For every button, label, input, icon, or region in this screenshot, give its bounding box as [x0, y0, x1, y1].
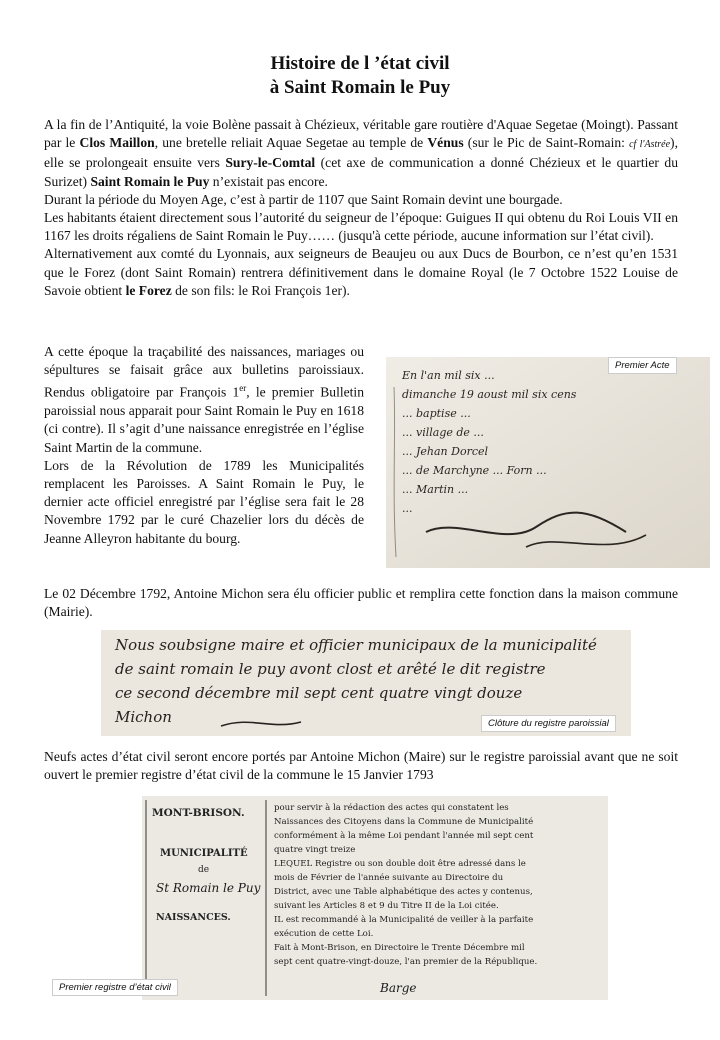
wrap-paragraph-1 — [44, 343, 364, 457]
text-run: ), elle se prolongeait ensuite vers — [44, 135, 678, 171]
register-line: exécution de cette Loi. — [274, 929, 374, 939]
text-run: Alternativement aux comté du Lyonnais, aux seigneurs de Beaujeu ou aux Ducs de Bourbon, ce n’est qu’en 1531 que le Forez (dont Saint Romain) rentrera définitivement dans le domaine Royal (le 7 Octobre 1522 Louise de Savoie obtient — [44, 246, 678, 298]
text-run: (sur le Pic de Saint-Romain: — [463, 135, 630, 151]
register-left-naissances: NAISSANCES. — [156, 912, 231, 923]
title-line-1: Histoire de l ’état civil — [270, 53, 450, 74]
manuscript-line: ... de Marchyne ... Forn ... — [402, 464, 547, 477]
text-small-italic: cf l'Astrée — [629, 139, 671, 151]
title-line-2: à Saint Romain le Puy — [269, 77, 451, 98]
intro-paragraph-2: Durant la période du Moyen Age, c’est à partir de 1107 que Saint Romain devint une bourgade. — [44, 191, 563, 207]
manuscript-first-act-svg — [386, 357, 710, 568]
after-section — [44, 585, 678, 621]
caption-first-register: Premier registre d’état civil — [52, 979, 178, 996]
neuf-paragraph: Neufs actes d’état civil seront encore portés par Antoine Michon (Maire) sur le registre paroissial avant que ne soit ouvert le premier registre d’état civil de la commune le 15 Janvier 1793 — [44, 749, 678, 783]
closure-line: ce second décembre mil sept cent quatre vingt douze — [115, 684, 523, 702]
wrap-paragraph-2: Lors de la Révolution de 1789 les Municipalités remplacent les Paroisses. A Saint Romain le Puy, le dernier acte officiel enregistré par l’église sera fait le 28 Novembre 1792 par le curé Chazelier lors du décès de Jeanne Alleyron habitante du bourg. — [44, 457, 364, 546]
text-run: , le premier Bulletin paroissial nous apparait pour Saint Romain le Puy en 1618 (ci contre). Il s’agit d’une naissance enregistrée en l’église Saint Martin de la commune. — [44, 384, 365, 455]
text-bold: Sury-le-Comtal — [225, 155, 316, 171]
register-line: conformément à la même Loi pendant l'année mil sept cent — [274, 831, 534, 841]
register-line: Fait à Mont-Brison, en Directoire le Trente Décembre mil — [274, 943, 525, 953]
text-bold: Vénus — [427, 135, 464, 151]
register-line: suivant les Articles 8 et 9 du Titre II de la Loi citée. — [274, 901, 499, 911]
caption-closure: Clôture du registre paroissial — [481, 715, 616, 732]
register-line: LEQUEL Registre ou son double doit être adressé dans le — [274, 859, 526, 869]
register-line: pour servir à la rédaction des actes qui constatent les — [274, 803, 509, 813]
register-line: Naissances des Citoyens dans la Commune de Municipalité — [274, 817, 534, 827]
register-left-de: de — [198, 865, 210, 875]
manuscript-line: ... village de ... — [402, 426, 484, 439]
text-bold: Saint Romain le Puy — [90, 173, 210, 189]
text-bold: Clos Maillon — [79, 135, 155, 151]
manuscript-image-first-act — [386, 357, 710, 568]
register-svg — [142, 796, 608, 1000]
wrap-section — [44, 343, 364, 548]
intro-section — [44, 116, 678, 300]
register-left-title: MONT-BRISON. — [152, 807, 245, 819]
text-run: n’existait pas encore. — [209, 173, 328, 189]
register-image — [142, 796, 608, 1000]
neuf-section — [44, 748, 678, 784]
closure-line: Nous soubsigne maire et officier municipaux de la municipalité — [115, 636, 597, 654]
text-run: A la fin de l’Antiquité, la voie Bolène passait à Chézieux, véritable gare routière d'Aquae Segetae (Moingt). Passant par le — [44, 117, 678, 151]
register-line: sept cent quatre-vingt-douze, l'an premier de la République. — [274, 957, 538, 967]
closure-line: de saint romain le puy avont clost et arêté le dit registre — [115, 660, 546, 678]
page-title — [0, 52, 720, 100]
manuscript-line: En l'an mil six ... — [402, 369, 495, 382]
text-run: (cet axe de communication a donné Chézieux et le quartier du Surizet) — [44, 155, 678, 189]
intro-paragraph-4 — [44, 245, 678, 300]
register-signature: Barge — [380, 981, 417, 995]
register-line: District, avec une Table alphabétique des actes y contenus, — [274, 887, 533, 897]
text-bold: le Forez — [125, 282, 172, 298]
manuscript-line: ... Martin ... — [402, 483, 469, 496]
closure-line: Michon — [115, 708, 172, 726]
intro-paragraph-1 — [44, 116, 678, 191]
text-run: , une bretelle reliait Aquae Segetae au temple de — [154, 135, 428, 151]
register-line: IL est recommandé à la Municipalité de veiller à la parfaite — [274, 915, 534, 925]
manuscript-line: dimanche 19 aoust mil six cens — [402, 388, 577, 401]
manuscript-line: ... baptise ... — [402, 407, 471, 420]
intro-paragraph-3: Les habitants étaient directement sous l’autorité du seigneur de l’époque: Guigues II qui obtenu du Roi Louis VII en 1167 les droits régaliens de Saint Romain le Puy…… (jusqu'à cette période, aucune information sur l’état civil). — [44, 210, 678, 244]
register-left-handwritten: St Romain le Puy — [156, 881, 261, 895]
caption-first-act: Premier Acte — [608, 357, 677, 374]
after-paragraph: Le 02 Décembre 1792, Antoine Michon sera élu officier public et remplira cette fonction dans la maison commune (Mairie). — [44, 586, 678, 620]
text-run: de son fils: le Roi François 1er). — [171, 282, 350, 298]
text-run: A cette époque la traçabilité des naissances, mariages ou sépultures se faisait grâce aux bulletins paroissiaux. Rendus obligatoire par François 1 — [44, 344, 364, 400]
manuscript-line: ... Jehan Dorcel — [402, 445, 489, 458]
register-line: mois de Février de l'année suivante au Directoire du — [274, 873, 504, 883]
register-left-municipalite: MUNICIPALITÉ — [160, 848, 248, 859]
register-line: quatre vingt treize — [274, 845, 356, 855]
text-superscript: er — [239, 383, 247, 394]
manuscript-line: ... — [402, 502, 413, 515]
